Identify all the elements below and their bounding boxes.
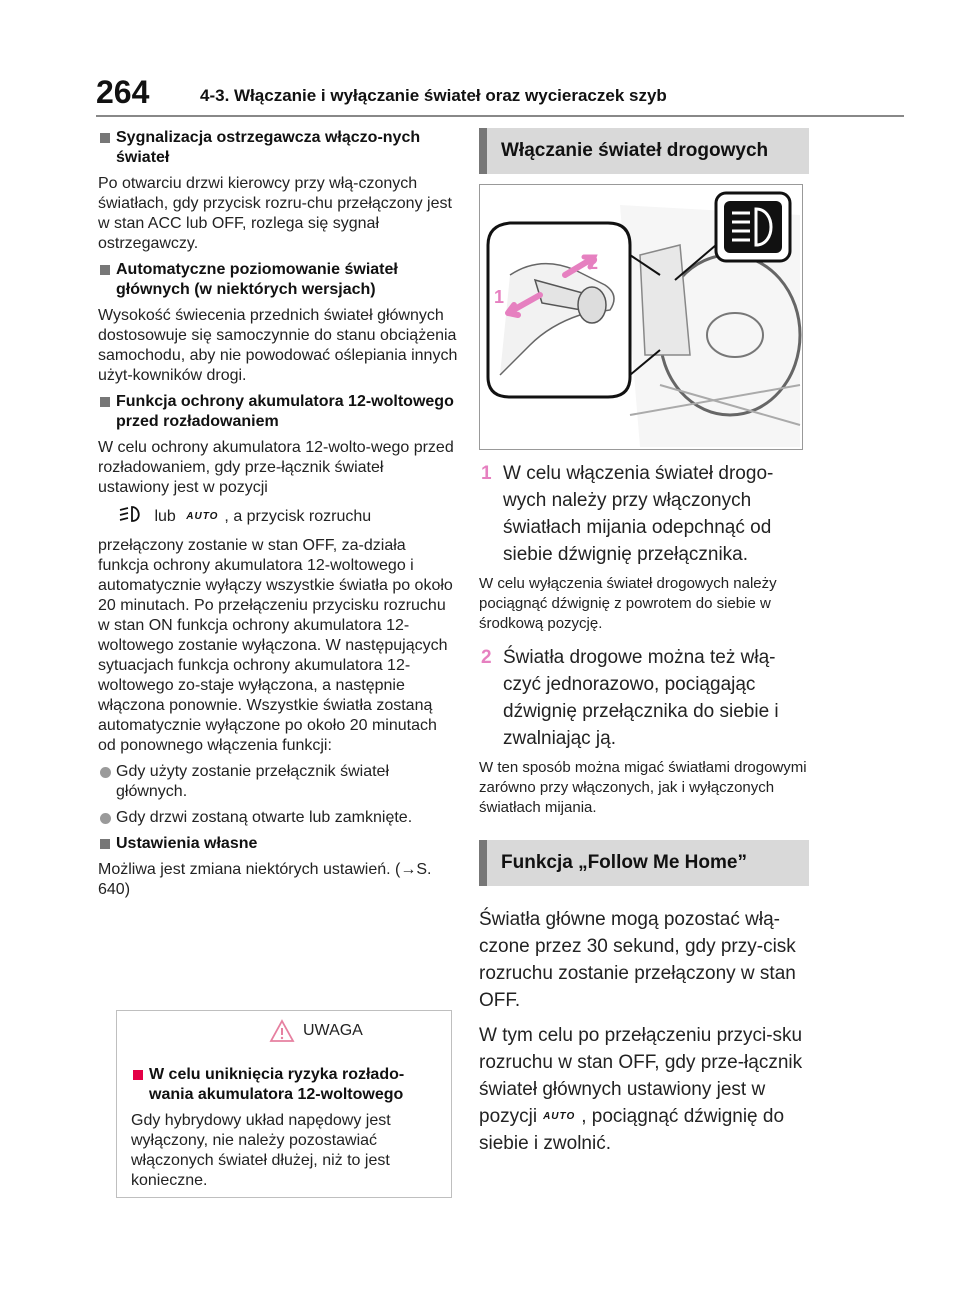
- warning-box: [116, 1010, 452, 1198]
- step-2: 2 Światła drogowe można też włą-czyć jednorazowo, pociągając dźwignię przełącznika do siebie i zwalniając ją.: [481, 647, 779, 749]
- square-bullet-icon: [100, 397, 110, 407]
- note: W celu wyłączenia świateł drogowych należy pociągnąć dźwignię z powrotem do siebie w środkową pozycję.: [479, 575, 777, 632]
- warning-subheading: W celu uniknięcia ryzyka rozłado-wania akumulatora 12-woltowego: [131, 1065, 437, 1105]
- paragraph: Wysokość świecenia przednich świateł głównych dostosowuje się samoczynnie do stanu obciążenia samochodu, aby nie powodować oślepiania innych użyt-kowników drogi.: [98, 307, 458, 384]
- paragraph: Po otwarciu drzwi kierowcy przy włą-czonych światłach, gdy przycisk rozru-chu przełączony jest w stan ACC lub OFF, rozlega się sygnał ostrzegawczy.: [98, 175, 452, 252]
- subheading-warning-signal: Sygnalizacja ostrzegawcza włączo-nych świateł: [98, 128, 458, 168]
- chapter-title: 4-3. Włączanie i wyłączanie świateł oraz wycieraczek szyb: [200, 86, 667, 105]
- left-column: [98, 128, 458, 906]
- section-heading-follow-me-home: Funkcja „Follow Me Home”: [479, 840, 809, 886]
- warning-body: Gdy hybrydowy układ napędowy jest wyłączony, nie należy pozostawiać włączonych świateł dłużej, niż to jest konieczne.: [131, 1112, 391, 1189]
- paragraph: W tym celu po przełączeniu przyci-sku rozruchu w stan OFF, gdy prze-łącznik świateł głównych ustawiony jest w pozycji AUTO , pociągnąć dźwignię do siebie i zwolnić.: [479, 1025, 803, 1155]
- illustration: [479, 184, 803, 450]
- square-bullet-icon: [100, 839, 110, 849]
- square-bullet-icon: [133, 1070, 143, 1080]
- list-item: Gdy drzwi zostaną otwarte lub zamknięte.: [98, 808, 458, 828]
- right-column: [479, 128, 809, 1165]
- low-beam-icon: [118, 504, 144, 530]
- subheading-battery-protection: Funkcja ochrony akumulatora 12-woltowego przed rozładowaniem: [98, 392, 458, 432]
- paragraph: Światła główne mogą pozostać włą-czone przez 30 sekund, gdy przy-cisk rozruchu zostanie przełączony w stan OFF.: [479, 909, 796, 1011]
- auto-icon: AUTO: [186, 511, 219, 522]
- square-bullet-icon: [100, 133, 110, 143]
- header-rule: [96, 115, 904, 117]
- headlight-lever-illustration: [480, 185, 802, 449]
- warning-triangle-icon: [269, 1019, 295, 1043]
- note: W ten sposób można migać światłami drogowymi zarówno przy włączonych, jak i wyłączonych światłach mijania.: [479, 759, 807, 816]
- auto-icon: AUTO: [543, 1111, 576, 1123]
- page-number: 264: [96, 74, 150, 110]
- section-heading-high-beam: Włączanie świateł drogowych: [479, 128, 809, 174]
- circle-bullet-icon: [100, 767, 111, 778]
- square-bullet-icon: [100, 265, 110, 275]
- illustration-label-2: 2: [588, 253, 599, 273]
- illustration-label-1: 1: [494, 287, 505, 307]
- list-item: Gdy użyty zostanie przełącznik świateł głównych.: [98, 762, 458, 802]
- step-1: 1 W celu włączenia świateł drogo-wych należy przy włączonych światłach mijania odepchnąć od siebie dźwignię przełącznika.: [481, 463, 774, 565]
- warning-title: UWAGA: [303, 1022, 363, 1039]
- paragraph: Możliwa jest zmiana niektórych ustawień. (→S. 640): [98, 861, 432, 898]
- paragraph: W celu ochrony akumulatora 12-wolto-wego przed rozładowaniem, gdy prze-łącznik świateł ustawiony jest w pozycji: [98, 439, 454, 496]
- subheading-auto-leveling: Automatyczne poziomowanie świateł głównych (w niektórych wersjach): [98, 260, 458, 300]
- paragraph: przełączony zostanie w stan OFF, za-działa funkcja ochrony akumulatora 12-woltowego i automatycznie wyłączy wszystkie światła po około 20 minutach. Po przełączeniu przycisku rozruchu w stan ON funkcja ochrony akumulatora 12-woltowego zostanie wyłączona. W następujących sytuacjach funkcja ochrony akumulatora 12-woltowego zo-staje wyłączona, a następnie włączona ponownie. Wszystkie światła zostaną automatycznie wyłączone po około 20 minutach od ponownego włączenia funkcji:: [98, 537, 453, 754]
- circle-bullet-icon: [100, 813, 111, 824]
- icon-line: lub AUTO , a przycisk rozruchu: [112, 504, 458, 530]
- subheading-custom-settings: Ustawienia własne: [98, 834, 458, 854]
